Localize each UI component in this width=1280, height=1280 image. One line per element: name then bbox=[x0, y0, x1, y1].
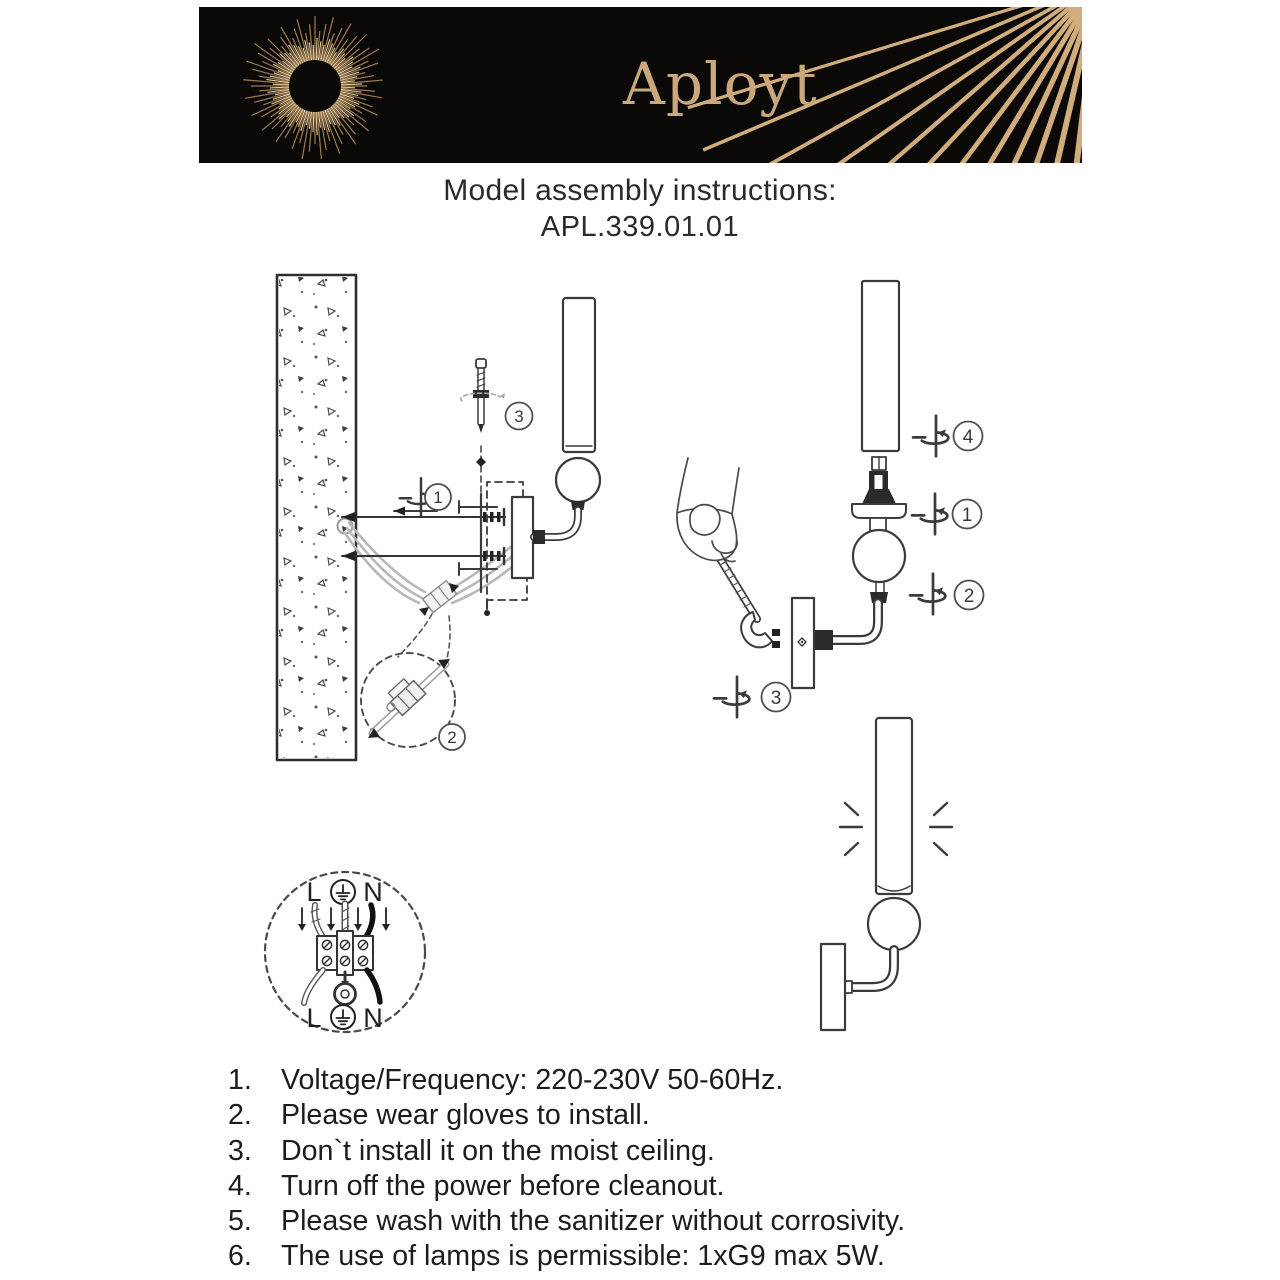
wiring-label-neutral-top: N bbox=[363, 877, 383, 907]
wall-plate bbox=[792, 598, 814, 688]
lamp-sphere bbox=[853, 530, 905, 603]
instruction-item bbox=[228, 1063, 905, 1098]
instruction-text: Voltage/Frequency: 220-230V 50-60Hz. bbox=[281, 1064, 784, 1096]
wiring-label-live-top: L bbox=[306, 877, 322, 907]
instruction-item bbox=[228, 1169, 905, 1204]
wiring-detail-diagram bbox=[265, 872, 425, 1033]
step-3-badge: 3 bbox=[514, 407, 524, 426]
instruction-text: Turn off the power before cleanout. bbox=[281, 1169, 725, 1202]
instruction-text: Please wash with the sanitizer without corrosivity. bbox=[281, 1205, 906, 1238]
exploded-assembly-diagram bbox=[677, 281, 948, 717]
step-4-badge: 4 bbox=[962, 427, 974, 448]
instruction-text: The use of lamps is permissible: 1xG9 max 5W. bbox=[281, 1240, 885, 1273]
step-2-badge: 2 bbox=[447, 728, 457, 747]
instructions-list bbox=[228, 1063, 905, 1275]
step-1-badge: 1 bbox=[433, 488, 443, 507]
instruction-text: Don`t install it on the moist ceiling. bbox=[281, 1134, 715, 1167]
instruction-number: 3. bbox=[228, 1134, 252, 1167]
earth-ground-icon bbox=[331, 880, 355, 904]
step-3-badge: 3 bbox=[770, 688, 782, 709]
step-1-badge: 1 bbox=[961, 505, 973, 526]
step-badges bbox=[425, 403, 984, 751]
instruction-item bbox=[228, 1239, 905, 1274]
instruction-number: 4. bbox=[228, 1169, 252, 1202]
lamp-tube bbox=[862, 281, 899, 470]
lamp-arm bbox=[814, 603, 878, 650]
wiring-label-neutral-bottom: N bbox=[363, 1003, 383, 1033]
instruction-number: 1. bbox=[228, 1064, 252, 1096]
instruction-number: 5. bbox=[228, 1205, 252, 1238]
hand bbox=[677, 458, 739, 562]
lamp-socket bbox=[852, 471, 906, 531]
instruction-item bbox=[228, 1098, 905, 1133]
brand-logo-text: Aployt bbox=[623, 50, 818, 118]
installed-lamp-diagram bbox=[821, 718, 952, 1030]
wall-lamp bbox=[533, 298, 600, 544]
instruction-number: 2. bbox=[228, 1099, 252, 1132]
wires bbox=[338, 519, 521, 617]
rotation-icon bbox=[714, 416, 948, 718]
terminal-magnifier bbox=[361, 614, 455, 747]
instruction-text: Please wear gloves to install. bbox=[281, 1099, 650, 1132]
instruction-item bbox=[228, 1204, 905, 1239]
model-number: APL.339.01.01 bbox=[540, 211, 740, 243]
instruction-item bbox=[228, 1134, 905, 1169]
earth-ground-icon bbox=[331, 1005, 355, 1029]
wrench bbox=[714, 549, 780, 648]
wiring-label-live-bottom: L bbox=[306, 1003, 322, 1033]
instruction-number: 6. bbox=[228, 1240, 252, 1273]
page-title: Model assembly instructions: bbox=[443, 174, 837, 207]
screw-step3 bbox=[461, 359, 505, 494]
step-2-badge: 2 bbox=[963, 586, 975, 607]
wall-mounting-diagram bbox=[277, 275, 600, 760]
